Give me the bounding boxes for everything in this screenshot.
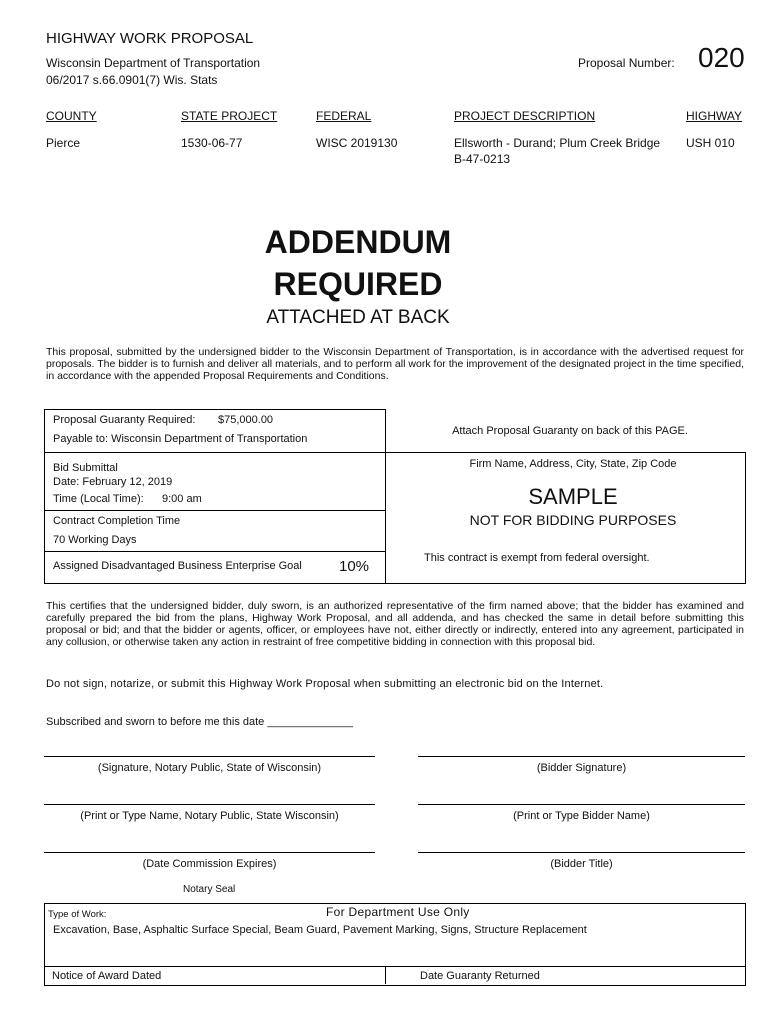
bid-submittal-label: Bid Submittal xyxy=(53,462,118,474)
payable-to: Payable to: Wisconsin Department of Transportation xyxy=(53,433,308,445)
bidder-name-line xyxy=(418,804,745,805)
notary-signature-line xyxy=(44,756,375,757)
statute-reference: 06/2017 s.66.0901(7) Wis. Stats xyxy=(46,73,218,87)
left-box-divider-1 xyxy=(44,452,385,453)
bidder-name-label: (Print or Type Bidder Name) xyxy=(513,810,650,822)
required-heading: REQUIRED xyxy=(273,266,443,302)
department-use-divider xyxy=(44,966,745,967)
department-use-column-divider xyxy=(385,966,386,984)
completion-time-value: 70 Working Days xyxy=(53,534,137,546)
certification-paragraph: This certifies that the undersigned bidder, duly sworn, is an authorized representative of the firm named above; that the bidder has examined and carefully prepared the bid from the plans, Highway Work Proposal, and all addenda, and has checked the same in detail before submitting this proposal or bid; and that the bidder or agents, officer, or employees have not, either directly or indirectly, entered into any agreement, participated in any collusion, or otherwise taken any action in restraint of free competitive bidding in connection with this proposal bid. xyxy=(46,600,744,648)
commission-line xyxy=(44,852,375,853)
attached-at-back: ATTACHED AT BACK xyxy=(266,307,450,328)
project-description-value: Ellsworth - Durand; Plum Creek Bridge xyxy=(454,136,661,150)
dbe-goal-label: Assigned Disadvantaged Business Enterprise Goal xyxy=(53,560,302,572)
guaranty-label: Proposal Guaranty Required: xyxy=(53,414,196,426)
notary-seal-label: Notary Seal xyxy=(183,884,236,895)
federal-oversight-note: This contract is exempt from federal oversight. xyxy=(424,552,650,564)
sample-heading: SAMPLE xyxy=(528,484,618,509)
column-header-state-project: STATE PROJECT xyxy=(181,109,278,123)
electronic-bid-note: Do not sign, notarize, or submit this Highway Work Proposal when submitting an electronic bid on the Internet. xyxy=(46,678,604,690)
guaranty-returned-label: Date Guaranty Returned xyxy=(420,970,540,982)
bidder-title-line xyxy=(418,852,745,853)
federal-value: WISC 2019130 xyxy=(316,136,398,150)
not-for-bidding-note: NOT FOR BIDDING PURPOSES xyxy=(469,512,677,528)
column-header-federal: FEDERAL xyxy=(316,109,372,123)
bidder-title-label: (Bidder Title) xyxy=(550,858,613,870)
column-header-county: COUNTY xyxy=(46,109,97,123)
left-box-top-border xyxy=(44,409,385,410)
box-bottom-border xyxy=(44,583,746,584)
bidder-signature-label: (Bidder Signature) xyxy=(536,762,627,774)
left-box-divider-2 xyxy=(44,510,385,511)
highway-value: USH 010 xyxy=(686,136,735,150)
notice-of-award-label: Notice of Award Dated xyxy=(52,970,162,982)
firm-name-label: Firm Name, Address, City, State, Zip Code xyxy=(469,458,677,470)
proposal-number-label: Proposal Number: xyxy=(578,56,675,70)
addendum-heading: ADDENDUM xyxy=(264,224,452,260)
bid-date: Date: February 12, 2019 xyxy=(53,476,173,488)
notary-signature-label: (Signature, Notary Public, State of Wisconsin) xyxy=(97,762,322,774)
left-box-divider-3 xyxy=(44,551,385,552)
project-description-structure: B-47-0213 xyxy=(454,152,511,166)
attach-guaranty-note: Attach Proposal Guaranty on back of this PAGE. xyxy=(452,425,688,437)
type-of-work-value: Excavation, Base, Asphaltic Surface Special, Beam Guard, Pavement Marking, Signs, Structure Replacement xyxy=(53,924,587,936)
state-project-value: 1530-06-77 xyxy=(181,136,243,150)
left-box-left-border xyxy=(44,409,45,583)
dbe-goal-value: 10% xyxy=(339,558,370,575)
notary-name-line xyxy=(44,804,375,805)
bidder-signature-line xyxy=(418,756,745,757)
document-title: HIGHWAY WORK PROPOSAL xyxy=(46,30,254,47)
completion-time-label: Contract Completion Time xyxy=(53,515,181,527)
guaranty-amount: $75,000.00 xyxy=(218,414,274,426)
bid-time-value: 9:00 am xyxy=(162,493,202,505)
intro-paragraph: This proposal, submitted by the undersigned bidder to the Wisconsin Department of Transportation, is in accordance with the advertised request for proposals. The bidder is to furnish and deliver all materials, and to perform all work for the improvement of the designated project in the time specified, in accordance with the appended Proposal Requirements and Conditions. xyxy=(46,346,744,382)
bid-time-label: Time (Local Time): xyxy=(53,493,144,505)
department-use-heading: For Department Use Only xyxy=(326,905,470,919)
column-header-project-description: PROJECT DESCRIPTION xyxy=(454,109,596,123)
county-value: Pierce xyxy=(46,136,81,150)
proposal-number: 020 xyxy=(698,42,745,73)
box-divider xyxy=(385,409,386,583)
right-box-divider xyxy=(385,452,746,453)
notary-name-label: (Print or Type Name, Notary Public, State Wisconsin) xyxy=(80,810,339,822)
commission-expires-label: (Date Commission Expires) xyxy=(142,858,277,870)
type-of-work-label: Type of Work: xyxy=(48,909,107,920)
column-header-highway: HIGHWAY xyxy=(686,109,742,123)
department-name: Wisconsin Department of Transportation xyxy=(46,56,261,70)
subscribed-sworn-line: Subscribed and sworn to before me this date ______________ xyxy=(46,716,353,728)
